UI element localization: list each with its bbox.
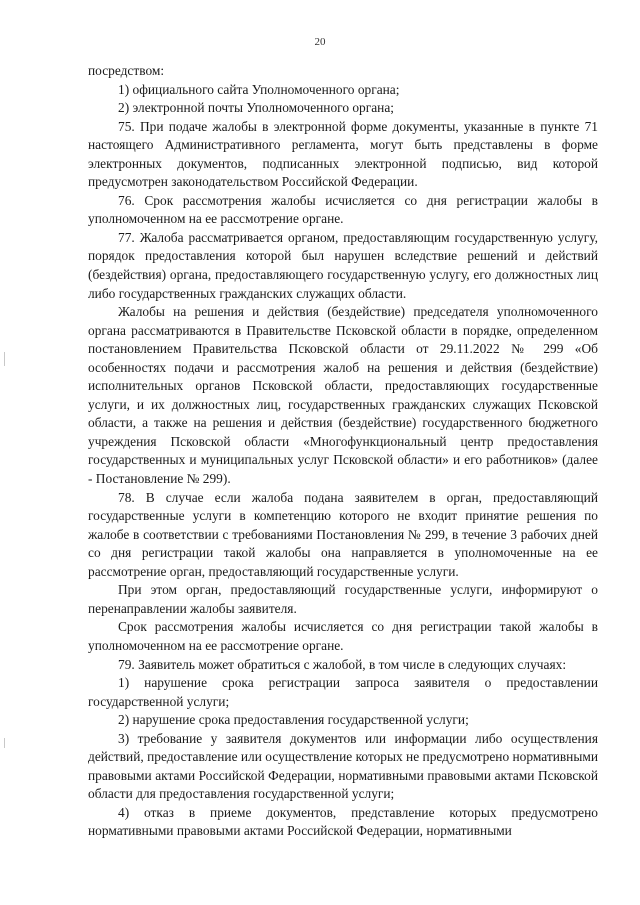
scan-edge-mark	[4, 352, 5, 366]
paragraph-77: 77. Жалоба рассматривается органом, предоставляющим государственную услугу, порядок предоставления которой был нарушен вследствие решений и действий (бездействия) органа, предоставляющего государственную услугу, его должностных лиц либо государственных гражданских служащих области.	[88, 229, 598, 301]
scan-edge-mark	[4, 738, 5, 748]
paragraph: Жалобы на решения и действия (бездействие) председателя уполномоченного органа рассматриваются в Правительстве Псковской области в порядке, определенном постановлением Правительства Псковской области от 29.11.2022 № 299 «Об особенностях подачи и рассмотрения жалоб на решения и действия (бездействие) исполнительных органов Псковской области, предоставляющих государственные услуги, и их должностных лиц, государственных гражданских служащих Псковской области, а также на решения и действия (бездействие) государственного бюджетного учреждения Псковской области «Многофункциональный центр предоставления государственных и муниципальных услуг Псковской области» и его работников» (далее - Постановление № 299).	[88, 304, 598, 487]
list-item: 1) официального сайта Уполномоченного органа;	[118, 81, 400, 97]
paragraph: При этом орган, предоставляющий государственные услуги, информируют о перенаправлении жалобы заявителя.	[88, 582, 598, 616]
paragraph: Срок рассмотрения жалобы исчисляется со дня регистрации такой жалобы в уполномоченном на ее рассмотрение органе.	[88, 619, 598, 653]
paragraph-78: 78. В случае если жалоба подана заявителем в орган, предоставляющий государственные услуги в компетенцию которого не входит принятие решения по жалобе в соответствии с требованиями Постановления № 299, в течение 3 рабочих дней со дня регистрации такой жалобы она направляется в уполномоченные на ее рассмотрение орган, предоставляющий государственные услуги.	[88, 489, 598, 579]
list-item: 4) отказ в приеме документов, представление которых предусмотрено нормативными правовыми актами Российской Федерации, нормативными	[88, 804, 598, 839]
page-number: 20	[314, 36, 326, 48]
paragraph-76: 76. Срок рассмотрения жалобы исчисляется со дня регистрации жалобы в уполномоченном на ее рассмотрение органе.	[88, 192, 598, 227]
paragraph-79: 79. Заявитель может обратиться с жалобой, в том числе в следующих случаях:	[118, 656, 567, 672]
list-item: 2) электронной почты Уполномоченного органа;	[118, 100, 395, 116]
list-item: 2) нарушение срока предоставления государственной услуги;	[118, 712, 469, 728]
paragraph-75: 75. При подаче жалобы в электронной форме документы, указанные в пункте 71 настоящего Административного регламента, могут быть представлены в форме электронных документов, подписанных электронной подписью, вид которой предусмотрен законодательством Российской Федерации.	[88, 118, 598, 190]
paragraph: посредством:	[88, 63, 165, 78]
list-item: 1) нарушение срока регистрации запроса заявителя о предоставлении государственной услуги;	[88, 675, 598, 709]
body-text	[88, 62, 598, 841]
list-item: 3) требование у заявителя документов или информации либо осуществления действий, предоставление или осуществление которых не предусмотрено нормативными правовыми актами Российской Федерации, нормативными правовыми актами Псковской области для предоставления государственной услуги;	[88, 730, 598, 802]
